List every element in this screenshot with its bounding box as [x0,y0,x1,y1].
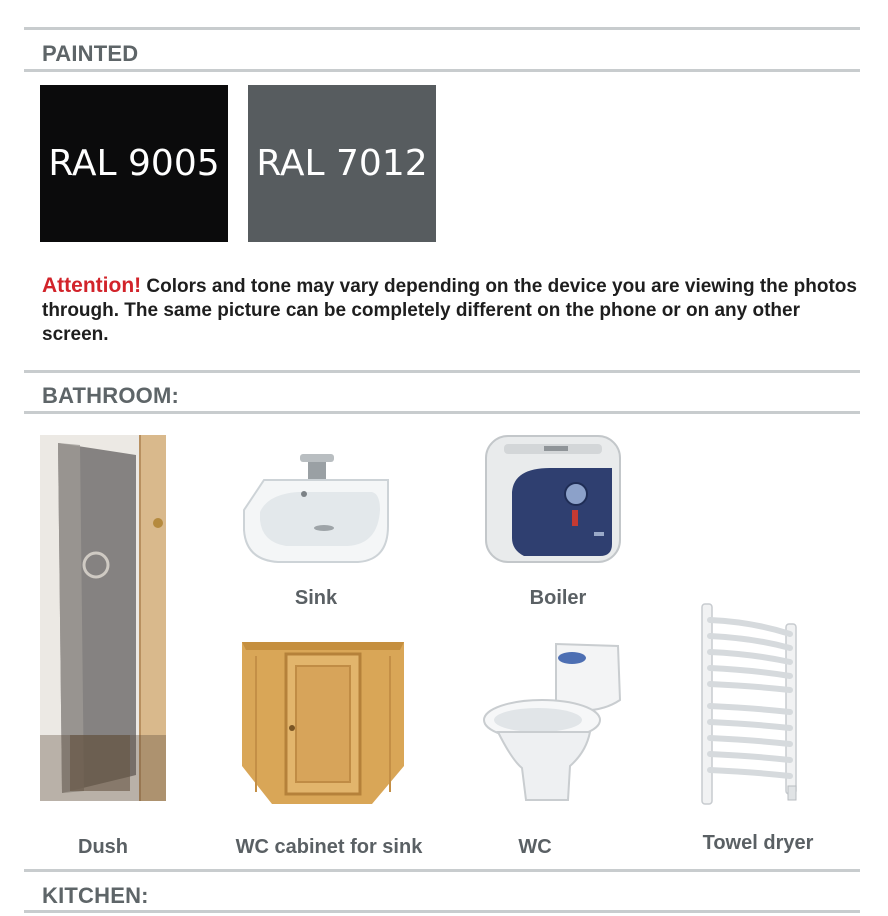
attention-note [42,274,862,347]
divider [24,27,860,30]
swatch-ral-7012 [248,85,436,242]
caption-dush: Dush [78,836,128,858]
divider [24,869,860,872]
swatch-label: RAL 9005 [48,143,220,184]
divider [24,411,860,414]
attention-text: Colors and tone may vary depending on the device you are viewing the photos through. The same picture can be completely different on the phone or on any other screen. [42,276,857,345]
section-title-painted: PAINTED [42,41,139,66]
caption-towel-dryer: Towel dryer [702,832,814,854]
shower-door-image [40,435,166,801]
swatch-ral-9005 [40,85,228,242]
divider [24,69,860,72]
attention-lead: Attention! [42,274,142,297]
section-title-kitchen: KITCHEN: [42,883,149,908]
towel-dryer-image [698,600,802,806]
caption-sink: Sink [294,587,338,609]
cabinet-image [242,642,404,806]
divider [24,910,860,913]
swatch-label: RAL 7012 [256,143,428,184]
caption-wc: WC [518,836,552,858]
section-title-bathroom: BATHROOM: [42,383,180,408]
toilet-image [482,640,622,802]
caption-boiler: Boiler [529,587,587,609]
caption-cabinet: WC cabinet for sink [235,836,423,858]
boiler-image [484,434,622,564]
divider [24,370,860,373]
sink-image [238,450,394,568]
